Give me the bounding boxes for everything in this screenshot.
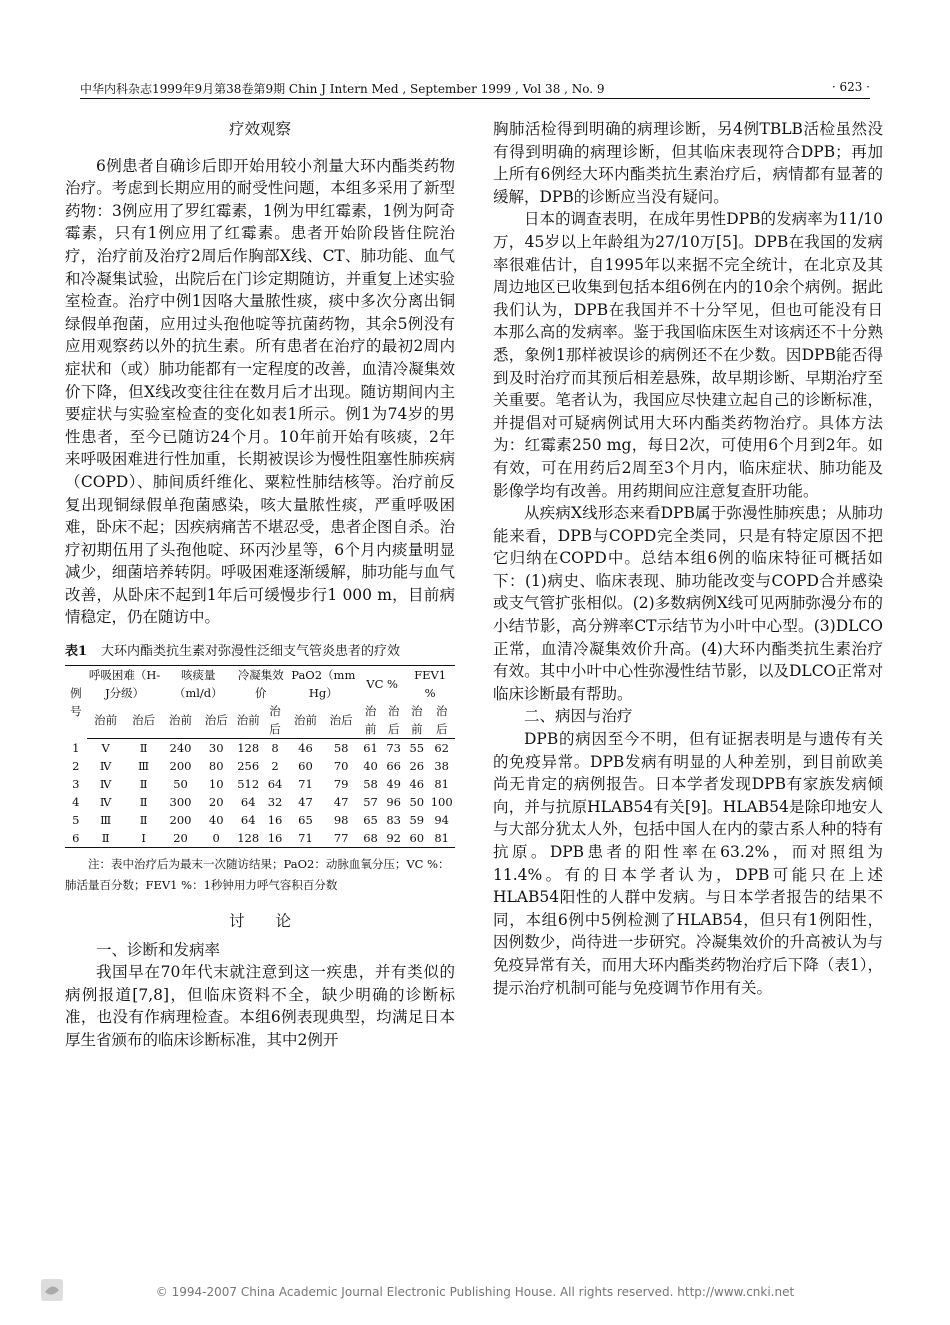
table-cell: Ⅲ [100, 813, 112, 828]
table-cell: 60 [298, 759, 313, 774]
table-cell: 73 [386, 741, 401, 756]
table-cell: 6 [65, 829, 87, 848]
paragraph: 日本的调查表明，在成年男性DPB的发病率为11/10万，45岁以上年龄组为27/10万[5]。DPB在我国的发病率很难估计，自1995年以来据不完全统计，在北京及其周边地区已收集到包括本组6例在内的10余个病例。据此我们认为，DPB在我国并不十分罕见，但也可能没有日本那么高的发病率。鉴于我国临床医生对该病还不十分熟悉，象例1那样被误诊的病例还不在少数。因DPB能否得到及时治疗而其预后相差悬殊，故早期诊断、早期治疗至关重要。笔者认为，我国应尽快建立起自己的诊断标准，并提倡对可疑病例试用大环内酯类药物治疗。具体方法为：红霉素250 mg，每日2次，可使用6个月到2年。如有效，可在用药后2周至3个月内，临床症状、肺功能及影像学均有改善。用药期间应注意复查肝功能。 [493, 210, 883, 500]
table-cell: 70 [333, 759, 349, 774]
table-cell: 71 [288, 829, 324, 848]
section-title-efficacy: 疗效观察 [228, 120, 291, 138]
table-cell: Ⅱ [87, 829, 125, 848]
table-cell: Ⅲ [138, 759, 150, 774]
subheader-before: 治前 [234, 702, 263, 739]
paragraph: 从疾病X线形态来看DPB属于弥漫性肺疾患；从肺功能来看，DPB与COPD完全类同，只是有特定原因不把它归纳在COPD中。总结本组6例的临床特征可概括如下：(1)病史、临床表现、肺功能改变与COPD合并感染或支气管扩张相似。(2)多数病例X线可见两肺弥漫分布的小结节影，高分辨率CT示结节为小叶中心型。(3)DLCO正常，血清冷凝集效价升高。(4)大环内酯类抗生素治疗有效。其中小叶中心性弥漫性结节影，以及DLCO正常对临床诊断最有帮助。 [493, 504, 883, 703]
page-number: · 623 · [831, 80, 870, 94]
subheader-after: 治后 [125, 702, 163, 739]
table-cell: 100 [430, 795, 453, 810]
table-cell: 83 [386, 813, 401, 828]
table-cell: 64 [240, 795, 256, 810]
table-cell: 20 [163, 829, 199, 848]
paragraph: DPB的病因至今不明，但有证据表明是与遗传有关的免疫异常。DPB发病有明显的人种差别，到目前欧美尚无肯定的病例报告。日本学者发现DPB有家族发病倾向，并与抗原HLAB54有关[9]。HLAB54是除印地安人与大部分犹太人外，包括中国人在内的蒙古系人种的特有抗原。DPB患者的阳性率在63.2%，而对照组为11.4%。有的日本学者认为，DPB可能只在上述HLAB54阳性的人群中发病。与日本学者报告的结果不同，本组6例中5例检测了HLAB54，但只有1例阳性，因例数少，尚待进一步研究。冷凝集效价的升高被认为与免疫异常有关，而用大环内酯类药物治疗后下降（表1），提示治疗机制可能与免疫调节作用有关。 [493, 730, 883, 997]
table-cell: Ⅳ [99, 759, 112, 774]
table-cell: 512 [237, 777, 260, 792]
table-cell: 38 [434, 759, 449, 774]
paragraph: 我国早在70年代末就注意到这一疾患，并有类似的病例报道[7,8]，但临床资料不全，缺少明确的诊断标准，也没有作病理检查。本组6例表现典型，均满足日本厚生省颁布的临床诊断标准，其中2例开 [65, 963, 455, 1050]
table-cell: 55 [409, 741, 425, 756]
table-row [65, 793, 455, 811]
table-cell: Ⅱ [139, 813, 148, 828]
table-note: 注：表中治疗后为最末一次随访结果；PaO2：动脉血氧分压；VC %：肺活量百分数；FEV1 %：1秒钟用力呼气容积百分数 [65, 857, 450, 893]
left-column [65, 118, 455, 1052]
table-cell: 80 [208, 759, 224, 774]
table-header: PaO2（mm Hg） [288, 666, 359, 703]
table-cell: 68 [359, 829, 382, 848]
table-cell: 47 [298, 795, 313, 810]
subheader-before: 治前 [163, 702, 199, 739]
table-cell: 0 [198, 829, 233, 848]
subheader-after: 治后 [382, 702, 405, 739]
table-cell: 60 [405, 829, 428, 848]
table-row [65, 829, 455, 848]
table-cell: 4 [72, 795, 80, 810]
table-cell: 64 [267, 777, 283, 792]
table-cell: 20 [208, 795, 224, 810]
table-header: 呼吸困难（H-J分级） [87, 666, 163, 703]
table-cell: 46 [298, 741, 313, 756]
table-cell: 2 [72, 759, 80, 774]
table-header: 例号 [65, 666, 87, 739]
table-cell: 200 [169, 759, 192, 774]
section-title-discussion: 讨 论 [228, 912, 291, 931]
table-cell: 61 [363, 741, 378, 756]
table-cell: 50 [173, 777, 188, 792]
table-caption [65, 643, 455, 661]
table-cell: 64 [240, 813, 256, 828]
table-caption-text: 大环内酯类抗生素对弥漫性泛细支气管炎患者的疗效 [101, 644, 401, 660]
subheader-after: 治后 [198, 702, 233, 739]
table-cell: 81 [428, 829, 455, 848]
table-cell: 40 [363, 759, 378, 774]
subheader-after: 治后 [323, 702, 359, 739]
subheader-before: 治前 [87, 702, 125, 739]
subheader-before: 治前 [405, 702, 428, 739]
table-cell: 50 [409, 795, 425, 810]
table-header: 咳痰量（ml/d） [163, 666, 234, 703]
table-body [65, 739, 455, 848]
table-row [65, 739, 455, 758]
table-cell: 300 [169, 795, 192, 810]
table-header: FEV1 % [405, 666, 455, 703]
table-cell: 240 [169, 741, 192, 756]
right-column [493, 118, 883, 999]
subheader-before: 治前 [359, 702, 382, 739]
table-cell: 77 [323, 829, 359, 848]
table-cell: 66 [386, 759, 401, 774]
table-cell: Ⅳ [99, 795, 112, 810]
table-cell: Ⅴ [101, 741, 110, 756]
table-cell: 57 [363, 795, 378, 810]
table-cell: 40 [208, 813, 224, 828]
table-cell: 79 [333, 777, 349, 792]
table-cell: 2 [271, 759, 279, 774]
table-cell: Ⅱ [139, 741, 148, 756]
table-row [65, 775, 455, 793]
subsection-title: 一、诊断和发病率 [96, 940, 221, 959]
subsection-title: 二、病因与治疗 [524, 707, 633, 726]
table-cell: 81 [434, 777, 449, 792]
table-cell: 1 [72, 740, 80, 755]
copyright-footer: © 1994-2007 China Academic Journal Electronic Publishing House. All rights reserved. http://www.cnki.net [155, 1285, 795, 1299]
table-cell: 98 [333, 813, 349, 828]
subheader-after: 治后 [262, 702, 287, 739]
table-cell: 65 [298, 813, 313, 828]
table-row [65, 811, 455, 829]
paragraph-continued: 胸肺活检得到明确的病理诊断，另4例TBLB活检虽然没有得到明确的病理诊断，但其临床表现符合DPB；再加上所有6例经大环内酯类抗生素治疗后，病情都有显著的缓解，DPB的诊断应当没有疑问。 [493, 120, 883, 206]
paragraph: 6例患者自确诊后即开始用较小剂量大环内酯类药物治疗。考虑到长期应用的耐受性问题，本组多采用了新型药物：3例应用了罗红霉素，1例为甲红霉素，1例为阿奇霉素，只有1例应用了红霉素。患者开始阶段皆住院治疗，治疗前及治疗2周后作胸部X线、CT、肺功能、血气和冷凝集试验，出院后在门诊定期随访，并重复上述实验室检查。治疗中例1因咯大量脓性痰，痰中多次分离出铜绿假单孢菌，应用过头孢他啶等抗菌药物，其余5例没有应用观察药以外的抗生素。所有患者在治疗的最初2周内症状和（或）肺功能都有一定程度的改善，血清冷凝集效价下降，但X线改变往往在数月后才出现。随访期间内主要症状与实验室检查的变化如表1所示。例1为74岁的男性患者，至今已随访24个月。10年前开始有咳痰，2年来呼吸困难进行性加重，长期被误诊为慢性阻塞性肺疾病（COPD）、肺间质纤维化、粟粒性肺结核等。治疗前反复出现铜绿假单孢菌感染，咳大量脓性痰，严重呼吸困难，卧床不起；因疾病痛苦不堪忍受，患者企图自杀。治疗初期伍用了头孢他啶、环丙沙星等，6个月内痰量明显减少，细菌培养转阴。呼吸困难逐渐缓解，肺功能与血气改善，从卧床不起到1年后可缓慢步行1 000 m，目前病情稳定，仍在随访中。 [65, 156, 455, 627]
table-cell: 256 [237, 759, 260, 774]
table-cell: 128 [237, 741, 260, 756]
table-cell: Ⅰ [125, 829, 163, 848]
table-cell: 200 [169, 813, 192, 828]
table-cell: 58 [363, 777, 378, 792]
table-cell: 8 [271, 741, 279, 756]
table-cell: 65 [363, 813, 378, 828]
table-cell: 26 [409, 759, 425, 774]
table-row [65, 757, 455, 775]
table-cell: 58 [333, 741, 349, 756]
table-cell: 30 [208, 741, 224, 756]
table-header: VC % [359, 666, 405, 703]
table-caption-label: 表1 [65, 644, 88, 660]
subheader-after: 治后 [428, 702, 455, 739]
table-cell: 16 [262, 829, 287, 848]
table-cell: 49 [386, 777, 401, 792]
table-cell: 3 [72, 777, 80, 792]
subheader-before: 治前 [288, 702, 324, 739]
running-header [80, 80, 870, 99]
table-cell: 94 [434, 813, 449, 828]
table-cell: 62 [434, 741, 449, 756]
table-cell: Ⅱ [139, 777, 148, 792]
table-cell: 71 [298, 777, 313, 792]
table-cell: 5 [72, 813, 80, 828]
table-cell: 46 [409, 777, 425, 792]
table-cell: 32 [267, 795, 283, 810]
table-cell: 92 [382, 829, 405, 848]
journal-citation: 中华内科杂志1999年9月第38卷第9期 Chin J Intern Med , September 1999 , Vol 38 , No. 9 [80, 82, 605, 96]
table-cell: 10 [208, 777, 224, 792]
table-cell: 59 [409, 813, 425, 828]
table-cell: 16 [267, 813, 283, 828]
table-cell: 47 [333, 795, 349, 810]
table-cell: Ⅳ [99, 777, 112, 792]
table-header: 冷凝集效价 [234, 666, 288, 703]
table-cell: 96 [386, 795, 401, 810]
table-cell: Ⅱ [139, 795, 148, 810]
table-cell: 128 [234, 829, 263, 848]
efficacy-table [65, 665, 455, 848]
